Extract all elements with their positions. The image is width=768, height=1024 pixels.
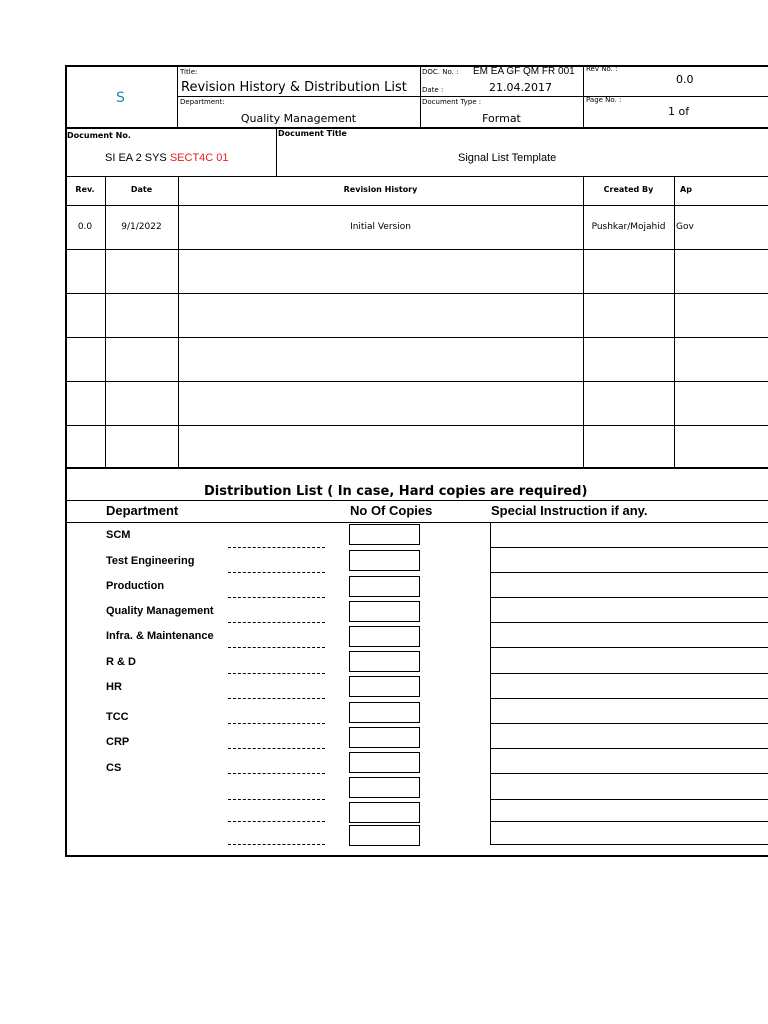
row1-created-by: Pushkar/Mojahid (591, 222, 666, 232)
document-title: Signal List Template (458, 152, 557, 164)
form-title: Revision History & Distribution List (181, 80, 407, 95)
dotted-line (228, 799, 325, 800)
dotted-line (228, 622, 325, 623)
company-logo: S (116, 90, 125, 106)
copies-box[interactable] (349, 524, 420, 545)
col-header-date: Date (130, 185, 153, 194)
department-item: TCC (106, 711, 129, 723)
dotted-line (228, 647, 325, 648)
department-value: Quality Management (240, 112, 357, 125)
department-item: HR (106, 681, 122, 693)
dotted-line (228, 748, 325, 749)
dotted-line (228, 723, 325, 724)
row1-date: 9/1/2022 (121, 222, 162, 232)
page-no-label: Page No. : (586, 96, 622, 104)
copies-box[interactable] (349, 702, 420, 723)
copies-box[interactable] (349, 727, 420, 748)
dotted-line (228, 673, 325, 674)
dotted-line (228, 844, 325, 845)
document-title-label: Document Title (278, 129, 347, 138)
col-header-approved-by: Ap (680, 185, 692, 194)
page-no-value: 1 of (668, 105, 690, 118)
department-item: SCM (106, 529, 131, 541)
copies-box[interactable] (349, 676, 420, 697)
copies-box[interactable] (349, 651, 420, 672)
title-label: Title: (180, 68, 198, 76)
col-no-of-copies: No Of Copies (350, 503, 433, 518)
doc-no-label: DOC. No. : (422, 68, 459, 76)
doc-no-value: EM EA GF QM FR 001 (473, 66, 575, 77)
department-item: Quality Management (106, 605, 214, 617)
rev-no-value: 0.0 (676, 73, 694, 86)
dotted-line (228, 572, 325, 573)
document-number-prefix: SI EA 2 SYS (105, 152, 170, 164)
dotted-line (228, 547, 325, 548)
date-value: 21.04.2017 (489, 81, 552, 94)
copies-box[interactable] (349, 802, 420, 823)
department-item: Infra. & Maintenance (106, 630, 214, 642)
date-label: Date : (422, 86, 444, 94)
document-number (105, 153, 229, 164)
department-label: Department: (180, 98, 225, 106)
copies-box[interactable] (349, 825, 420, 846)
dotted-line (228, 821, 325, 822)
row1-history: Initial Version (350, 222, 411, 232)
rev-no-label: Rev No. : (586, 65, 618, 73)
copies-box[interactable] (349, 752, 420, 773)
doc-type-value: Format (482, 112, 521, 125)
copies-box[interactable] (349, 626, 420, 647)
document-number-label: Document No. (67, 131, 131, 140)
document-number-section: SECT4C 01 (169, 152, 229, 164)
copies-box[interactable] (349, 601, 420, 622)
copies-box[interactable] (349, 550, 420, 571)
doc-type-label: Document Type : (422, 98, 482, 106)
department-item: CS (106, 762, 122, 774)
row1-approved-by: Gov (676, 222, 694, 232)
department-item: Test Engineering (106, 555, 195, 567)
distribution-title: Distribution List ( In case, Hard copies are required) (204, 484, 588, 499)
department-item: Production (106, 580, 165, 592)
row1-rev: 0.0 (77, 222, 93, 232)
col-header-revision-history: Revision History (343, 185, 418, 194)
col-header-rev: Rev. (75, 185, 95, 194)
department-item: R & D (106, 656, 136, 668)
department-item: CRP (106, 736, 130, 748)
dotted-line (228, 773, 325, 774)
col-department: Department (106, 503, 179, 518)
copies-box[interactable] (349, 777, 420, 798)
copies-box[interactable] (349, 576, 420, 597)
col-special-instruction: Special Instruction if any. (491, 503, 648, 518)
dotted-line (228, 597, 325, 598)
col-header-created-by: Created By (603, 185, 654, 194)
dotted-line (228, 698, 325, 699)
